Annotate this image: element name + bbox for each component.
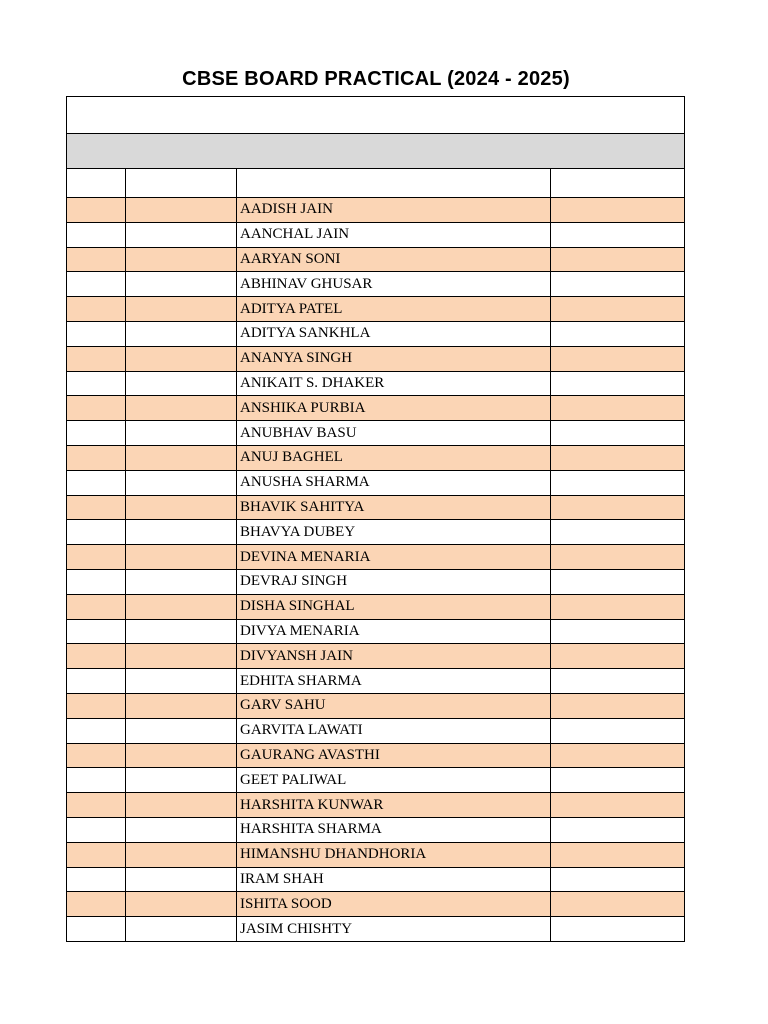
empty-cell	[67, 817, 126, 842]
table-row	[67, 321, 685, 346]
table-row	[67, 396, 685, 421]
empty-cell	[126, 718, 237, 743]
student-name-cell: ADITYA PATEL	[237, 297, 551, 322]
student-name-cell: AANCHAL JAIN	[237, 222, 551, 247]
empty-cell	[551, 793, 685, 818]
empty-cell	[551, 445, 685, 470]
student-name-cell: AADISH JAIN	[237, 198, 551, 223]
table-row	[67, 644, 685, 669]
empty-cell	[126, 272, 237, 297]
empty-cell	[126, 594, 237, 619]
empty-cell	[551, 520, 685, 545]
student-name-cell: DIVYANSH JAIN	[237, 644, 551, 669]
empty-cell	[67, 222, 126, 247]
empty-cell	[67, 569, 126, 594]
empty-cell	[67, 718, 126, 743]
empty-cell	[126, 445, 237, 470]
empty-cell	[67, 793, 126, 818]
empty-cell	[67, 371, 126, 396]
table-row	[67, 594, 685, 619]
empty-cell	[67, 693, 126, 718]
empty-cell	[551, 371, 685, 396]
empty-cell	[126, 470, 237, 495]
student-name-cell: ANANYA SINGH	[237, 346, 551, 371]
table-row	[67, 768, 685, 793]
empty-cell	[126, 545, 237, 570]
empty-cell	[126, 644, 237, 669]
table-header-blank-row	[67, 97, 685, 134]
header-cell-2	[126, 169, 237, 198]
empty-cell	[67, 445, 126, 470]
empty-cell	[126, 198, 237, 223]
empty-cell	[67, 619, 126, 644]
empty-cell	[67, 743, 126, 768]
empty-cell	[551, 247, 685, 272]
empty-cell	[126, 917, 237, 942]
table-row	[67, 619, 685, 644]
empty-cell	[126, 768, 237, 793]
empty-cell	[551, 569, 685, 594]
empty-cell	[126, 247, 237, 272]
table-row	[67, 520, 685, 545]
empty-cell	[67, 470, 126, 495]
table-row	[67, 545, 685, 570]
table-row	[67, 569, 685, 594]
empty-cell	[551, 817, 685, 842]
student-name-cell: GEET PALIWAL	[237, 768, 551, 793]
empty-cell	[67, 768, 126, 793]
table-row	[67, 297, 685, 322]
empty-cell	[67, 396, 126, 421]
table-row	[67, 743, 685, 768]
student-name-cell: GARV SAHU	[237, 693, 551, 718]
student-name-cell: HARSHITA SHARMA	[237, 817, 551, 842]
header-cell-4	[551, 169, 685, 198]
student-name-cell: ANUBHAV BASU	[237, 421, 551, 446]
empty-cell	[551, 768, 685, 793]
empty-cell	[551, 917, 685, 942]
table-row	[67, 445, 685, 470]
empty-cell	[551, 346, 685, 371]
empty-cell	[551, 619, 685, 644]
empty-cell	[126, 321, 237, 346]
student-name-cell: DEVRAJ SINGH	[237, 569, 551, 594]
student-name-cell: ANUSHA SHARMA	[237, 470, 551, 495]
empty-cell	[126, 793, 237, 818]
empty-cell	[67, 297, 126, 322]
empty-cell	[126, 867, 237, 892]
empty-cell	[67, 321, 126, 346]
table-row	[67, 371, 685, 396]
empty-cell	[67, 892, 126, 917]
student-name-cell: DIVYA MENARIA	[237, 619, 551, 644]
table-row	[67, 669, 685, 694]
empty-cell	[67, 644, 126, 669]
empty-cell	[551, 743, 685, 768]
empty-cell	[126, 520, 237, 545]
merged-blank-cell	[67, 97, 685, 134]
table-row	[67, 470, 685, 495]
empty-cell	[67, 669, 126, 694]
table-row	[67, 917, 685, 942]
table-row	[67, 247, 685, 272]
empty-cell	[551, 198, 685, 223]
header-cell-3	[237, 169, 551, 198]
table-row	[67, 793, 685, 818]
empty-cell	[551, 421, 685, 446]
student-name-cell: BHAVIK SAHITYA	[237, 495, 551, 520]
table-header-grey-band	[67, 134, 685, 169]
student-name-cell: AARYAN SONI	[237, 247, 551, 272]
empty-cell	[67, 198, 126, 223]
table-row	[67, 272, 685, 297]
empty-cell	[126, 495, 237, 520]
table-row	[67, 693, 685, 718]
empty-cell	[67, 867, 126, 892]
table-row	[67, 842, 685, 867]
page-title: CBSE BOARD PRACTICAL (2024 - 2025)	[182, 68, 570, 90]
table-row	[67, 421, 685, 446]
student-name-cell: GAURANG AVASTHI	[237, 743, 551, 768]
empty-cell	[67, 247, 126, 272]
empty-cell	[126, 817, 237, 842]
student-name-cell: DISHA SINGHAL	[237, 594, 551, 619]
empty-cell	[551, 545, 685, 570]
table-row	[67, 718, 685, 743]
empty-cell	[67, 545, 126, 570]
empty-cell	[551, 470, 685, 495]
student-name-cell: JASIM CHISHTY	[237, 917, 551, 942]
student-name-cell: ABHINAV GHUSAR	[237, 272, 551, 297]
table-row	[67, 346, 685, 371]
grey-band-cell	[67, 134, 685, 169]
student-name-cell: ISHITA SOOD	[237, 892, 551, 917]
empty-cell	[551, 495, 685, 520]
empty-cell	[67, 346, 126, 371]
table-row	[67, 222, 685, 247]
student-name-cell: ANUJ BAGHEL	[237, 445, 551, 470]
empty-cell	[551, 321, 685, 346]
empty-cell	[126, 421, 237, 446]
empty-cell	[551, 892, 685, 917]
student-name-cell: GARVITA LAWATI	[237, 718, 551, 743]
empty-cell	[551, 718, 685, 743]
table-row	[67, 867, 685, 892]
student-name-cell: ANIKAIT S. DHAKER	[237, 371, 551, 396]
table-row	[67, 892, 685, 917]
student-name-cell: HARSHITA KUNWAR	[237, 793, 551, 818]
empty-cell	[126, 569, 237, 594]
student-name-cell: IRAM SHAH	[237, 867, 551, 892]
empty-cell	[126, 693, 237, 718]
empty-cell	[551, 396, 685, 421]
empty-cell	[551, 222, 685, 247]
empty-cell	[551, 867, 685, 892]
student-name-cell: ADITYA SANKHLA	[237, 321, 551, 346]
table-row	[67, 198, 685, 223]
empty-cell	[551, 644, 685, 669]
empty-cell	[126, 892, 237, 917]
empty-cell	[67, 917, 126, 942]
empty-cell	[126, 297, 237, 322]
empty-cell	[126, 669, 237, 694]
student-name-cell: HIMANSHU DHANDHORIA	[237, 842, 551, 867]
empty-cell	[551, 842, 685, 867]
table-row	[67, 817, 685, 842]
table-column-header-row	[67, 169, 685, 198]
empty-cell	[126, 396, 237, 421]
student-name-cell: ANSHIKA PURBIA	[237, 396, 551, 421]
empty-cell	[126, 743, 237, 768]
student-table	[66, 96, 685, 942]
empty-cell	[551, 594, 685, 619]
empty-cell	[67, 495, 126, 520]
student-name-cell: EDHITA SHARMA	[237, 669, 551, 694]
empty-cell	[67, 272, 126, 297]
empty-cell	[126, 842, 237, 867]
empty-cell	[551, 669, 685, 694]
empty-cell	[67, 421, 126, 446]
student-name-cell: BHAVYA DUBEY	[237, 520, 551, 545]
empty-cell	[551, 297, 685, 322]
student-name-cell: DEVINA MENARIA	[237, 545, 551, 570]
empty-cell	[67, 520, 126, 545]
empty-cell	[126, 619, 237, 644]
empty-cell	[551, 272, 685, 297]
empty-cell	[126, 346, 237, 371]
table-row	[67, 495, 685, 520]
empty-cell	[126, 371, 237, 396]
empty-cell	[67, 594, 126, 619]
header-cell-1	[67, 169, 126, 198]
empty-cell	[551, 693, 685, 718]
empty-cell	[67, 842, 126, 867]
empty-cell	[126, 222, 237, 247]
